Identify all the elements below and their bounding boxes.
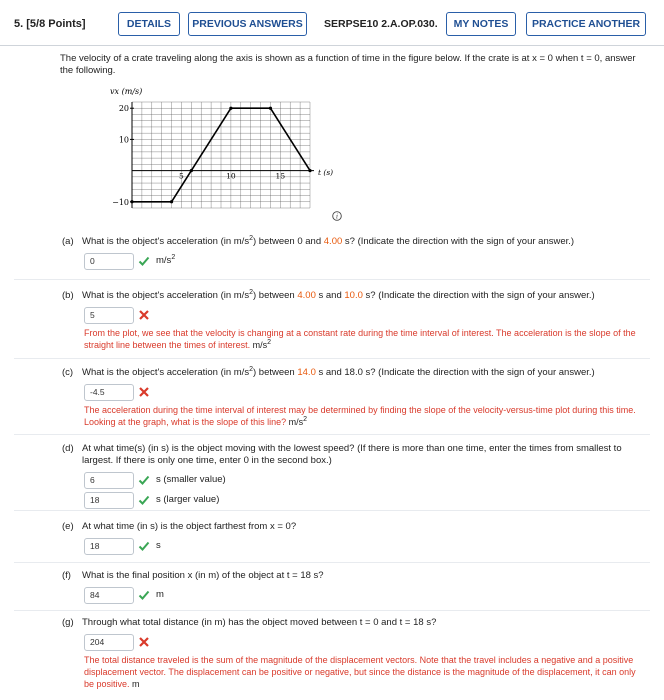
part-g [62,617,642,690]
unit-label: $m/s^2$ [156,253,176,266]
y-axis-label: vx (m/s) [110,87,143,96]
check-icon [138,255,150,267]
question-number-points: 5. [5/8 Points] [14,18,86,30]
unit-label: s (larger value) [156,494,220,505]
previous-answers-button[interactable]: PREVIOUS ANSWERS [188,12,307,36]
x-tick-label: 5 [179,171,184,181]
question-text: What is the final position x (in m) of the object at t = 18 s? [82,570,324,581]
x-tick-label: 15 [275,171,286,181]
divider [14,358,650,359]
divider [14,610,650,611]
highlight-value: 4.00 [323,236,343,247]
question-text: What is the object's acceleration (in m/s [82,236,250,247]
question-text: At what time (in s) is the object farthest from x = 0? [82,521,297,532]
answer-input-d2[interactable]: 18 [84,492,134,509]
highlight-value: 10.0 [344,290,363,301]
velocity-time-graph [100,84,360,224]
practice-another-button[interactable]: PRACTICE ANOTHER [526,12,646,36]
answer-input-f[interactable]: 84 [84,587,134,604]
unit-label: m [156,589,164,600]
data-point [229,107,232,110]
part-c: (c) What is the object's acceleration (in $m/s^2$) between 14.0 s and 18.0 s? (Indicate the direction with the sign of your answer.) -4.5 The acceleration during the time interval of interest may be determined by finding the slope of the velocity-versus-time plot during this time. Looking at the graph, what is the slope of this line? $m/s^2$ [62,367,642,428]
y-tick-label: 20 [118,104,129,114]
data-point [269,107,272,110]
part-label: (d) [62,443,74,454]
data-point [170,200,173,203]
part-a: (a) What is the object's acceleration (in $m/s^2$) between 0 and 4.00 s? (Indicate the direction with the sign of your answer.) 0 $m/s^2$ [62,236,642,271]
divider [14,434,650,435]
check-icon [138,589,150,601]
x-icon [138,386,150,398]
unit-label: s (smaller value) [156,474,226,485]
x-icon [138,309,150,321]
part-f [62,570,642,605]
part-label: (a) [62,236,74,247]
divider [14,510,650,511]
part-label: (e) [62,521,74,532]
question-text: At what time(s) (in s) is the object moving with the lowest speed? (If there is more than one time, enter the times from smallest to largest. If there is only one time, enter 0 in the second box.) [82,443,622,466]
answer-input-b[interactable]: 5 [84,307,134,324]
highlight-value: 4.00 [297,290,316,301]
details-button[interactable]: DETAILS [118,12,180,36]
part-d [62,443,642,510]
part-label: (f) [62,570,71,581]
answer-input-g[interactable]: 204 [84,634,134,651]
part-b: (b) What is the object's acceleration (in $m/s^2$) between 4.00 s and 10.0 s? (Indicate the direction with the sign of your answer.) 5 From the plot, we see that the velocity is changing at a constant rate during the time interval of interest. The acceleration is the slope of the straight line between the times of interest. $m/s^2$ [62,290,642,351]
question-text: s? (Indicate the direction with the sign of your answer.) [342,236,575,247]
divider [14,562,650,563]
info-icon[interactable] [332,211,342,221]
question-text: s and 18.0 s? (Indicate the direction with the sign of your answer.) [315,367,595,378]
part-label: (b) [62,290,74,301]
check-icon [138,474,150,486]
answer-input-e[interactable]: 18 [84,538,134,555]
question-intro: The velocity of a crate traveling along the axis is shown as a function of time in the figure below. If the crate is at x = 0 when t = 0, answer the following. [60,53,636,76]
answer-input-c[interactable]: -4.5 [84,384,134,401]
question-text: What is the object's acceleration (in m/s [82,367,250,378]
question-text: s? (Indicate the direction with the sign of your answer.) [362,290,595,301]
question-text: ) between 0 and [252,236,324,247]
question-text: ) between [252,290,298,301]
part-label: (c) [62,367,74,378]
part-e [62,521,642,556]
x-icon [138,636,150,648]
x-axis-label: t (s) [318,168,334,177]
check-icon [138,540,150,552]
unit-label: s [156,540,161,551]
question-text: s and [315,290,345,301]
part-label: (g) [62,617,74,628]
divider [14,279,650,280]
answer-input-a[interactable]: 0 [84,253,134,270]
question-header [0,0,664,46]
question-code: SERPSE10 2.A.OP.030. [324,18,438,30]
answer-input-d1[interactable]: 6 [84,472,134,489]
question-text: What is the object's acceleration (in m/s [82,290,250,301]
highlight-value: 14.0 [297,367,316,378]
data-point [308,169,311,172]
y-tick-label: −10 [112,197,129,207]
graph-grid [132,102,310,208]
x-tick-label: 10 [226,171,236,181]
y-tick-label: 10 [118,135,129,145]
feedback-text: The total distance traveled is the sum of the magnitude of the displacement vectors. Note that the travel includes a negative and a positive displacement vector. The displacement can be positive or negative, but since the distance is the magnitude of the displacement, it can only be positive. m [84,655,636,689]
feedback-text: The acceleration during the time interval of interest may be determined by finding the slope of the velocity-versus-time plot during this time. Looking at the graph, what is the slope of this line? $m/s^2$ [84,405,636,427]
svg-text:i: i [335,212,339,221]
feedback-text: From the plot, we see that the velocity is changing at a constant rate during the time interval of interest. The acceleration is the slope of the straight line between the times of interest. $m/s^2$ [84,328,636,350]
check-icon [138,494,150,506]
question-text: ) between [252,367,298,378]
data-point [190,169,193,172]
my-notes-button[interactable]: MY NOTES [446,12,516,36]
question-text: Through what total distance (in m) has the object moved between t = 0 and t = 18 s? [82,617,437,628]
